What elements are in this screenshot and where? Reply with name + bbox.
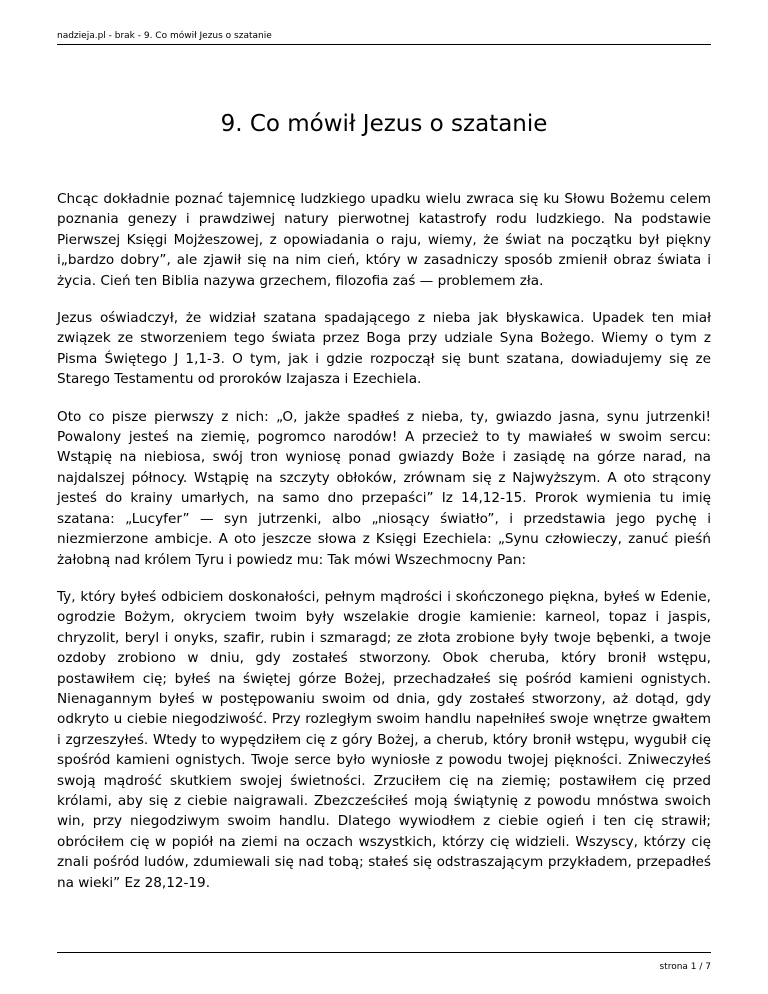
document-body (57, 189, 711, 910)
paragraph: Oto co pisze pierwszy z nich: „O, jakże spadłeś z nieba, ty, gwiazdo jasna, synu jutrzenki! Powalony jesteś na ziemię, pogromco narodów! A przecież to ty mawiałeś w swoim sercu: Wstąpię na niebiosa, swój tron wyniosę ponad gwiazdy Boże i zasiądę na górze narad, na najdalszej północy. Wstąpię na szczyty obłoków, zrównam się z Najwyższym. A oto strącony jesteś do krainy umarłych, na samo dno przepaści” Iz 14,12-15. Prorok wymienia tu imię szatana: „Lucyfer” — syn jutrzenki, albo „niosący światło”, i przedstawia jego pychę i niezmierzone ambicje. A oto jeszcze słowa z Księgi Ezechiela: „Synu człowieczy, zanuć pieśń żałobną nad królem Tyru i powiedz mu: Tak mówi Wszechmocny Pan: (57, 408, 711, 568)
page-number: strona 1 / 7 (659, 962, 711, 972)
paragraph: Ty, który byłeś odbiciem doskonałości, pełnym mądrości i skończonego piękna, byłeś w Edenie, ogrodzie Bożym, okryciem twoim były wszelakie drogie kamienie: karneol, topaz i jaspis, chryzolit, beryl i onyks, szafir, rubin i szmaragd; ze złota zrobione były twoje bębenki, a twoje ozdoby zrobiono w dniu, gdy zostałeś stworzony. Obok cheruba, który bronił wstępu, postawiłem cię; byłeś na świętej górze Bożej, przechadzałeś się pośród kamieni ognistych. Nienagannym byłeś w postępowaniu swoim od dnia, gdy zostałeś stworzony, aż dotąd, gdy odkryto u ciebie niegodziwość. Przy rozległym swoim handlu napełniłeś swoje wnętrze gwałtem i zgrzeszyłeś. Wtedy to wypędziłem cię z góry Bożej, a cherub, który bronił wstępu, wygubił cię spośród kamieni ognistych. Twoje serce było wyniosłe z powodu twojej piękności. Zniweczyłeś swoją mądrość skutkiem swojej świetności. Zrzuciłem cię na ziemię; postawiłem cię przed królami, aby się z ciebie naigrawali. Zbezcześciłeś moją świątynię z powodu mnóstwa swoich win, przy niegodziwym swoim handlu. Dlatego wywiodłem z ciebie ogień i ten cię strawił; obróciłem cię w popiół na ziemi na oczach wszystkich, którzy cię widzieli. Wszyscy, którzy cię znali pośród ludów, zdumiewali się nad tobą; stałeś się odstraszającym przykładem, przepadłeś na wieki” Ez 28,12-19. (57, 588, 711, 891)
paragraph: Jezus oświadczył, że widział szatana spadającego z nieba jak błyskawica. Upadek ten miał związek ze stworzeniem tego świata przez Boga przy udziale Syna Bożego. Wiemy o tym z Pisma Świętego J 1,1-3. O tym, jak i gdzie rozpoczął się bunt szatana, dowiadujemy się ze Starego Testamentu od proroków Izajasza i Ezechiela. (57, 310, 711, 388)
footer-divider (57, 952, 711, 953)
paragraph: Chcąc dokładnie poznać tajemnicę ludzkiego upadku wielu zwraca się ku Słowu Bożemu celem poznania genezy i prawdziwej natury pierwotnej katastrofy rodu ludzkiego. Na podstawie Pierwszej Księgi Mojżeszowej, z opowiadania o raju, wiemy, że świat na początku był piękny i„bardzo dobry”, ale zjawił się na nim cień, który w zasadniczy sposób zmienił obraz świata i życia. Cień ten Biblia nazywa grzechem, filozofia zaś — problemem zła. (57, 191, 711, 289)
running-header: nadzieja.pl - brak - 9. Co mówił Jezus o szatanie (57, 31, 272, 41)
document-title: 9. Co mówił Jezus o szatanie (220, 111, 548, 137)
header-divider (57, 44, 711, 45)
